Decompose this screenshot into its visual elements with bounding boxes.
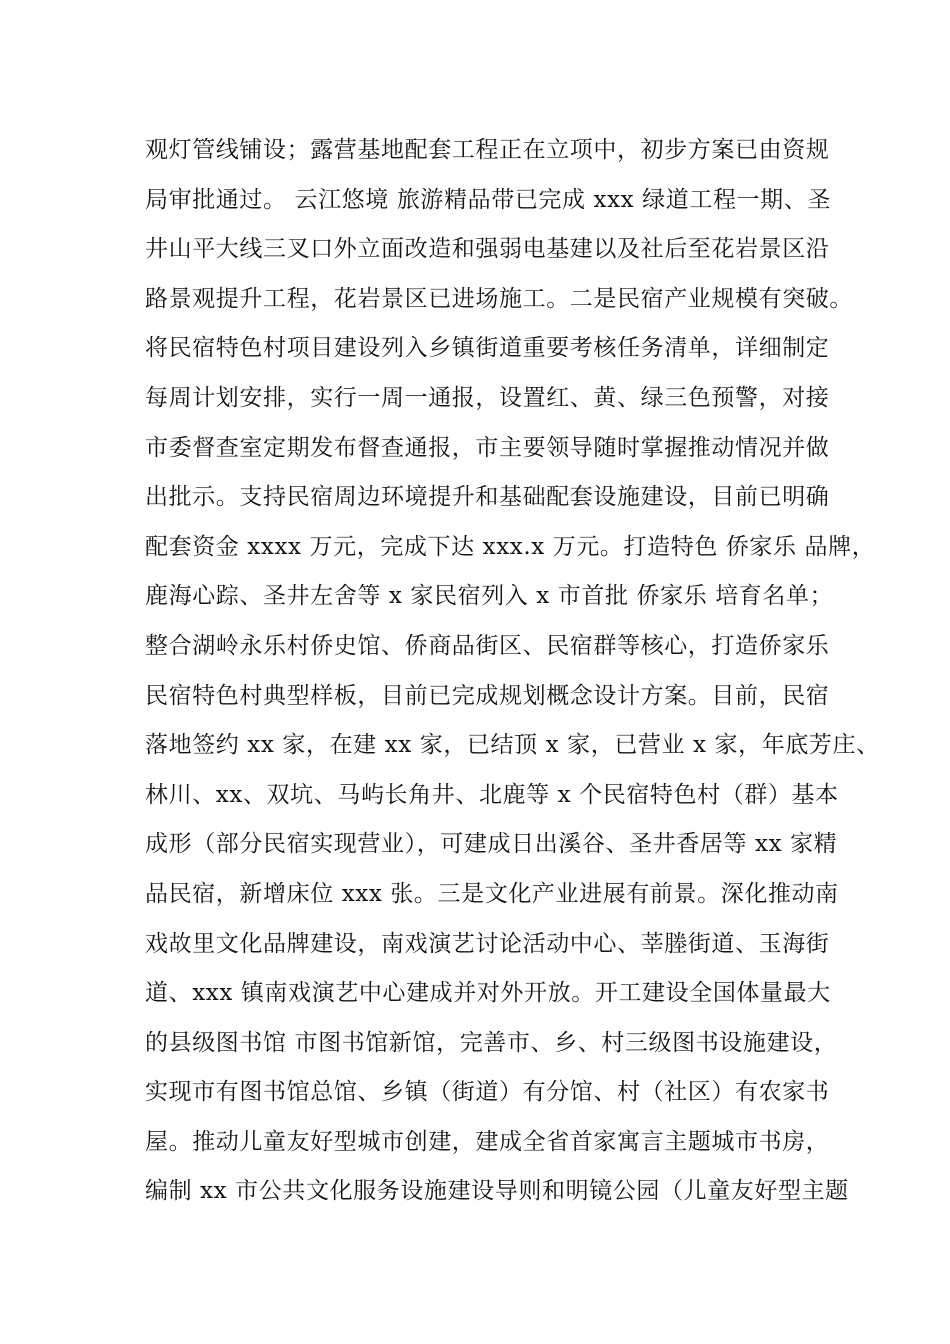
text-line: 市委督查室定期发布督查通报，市主要领导随时掌握推动情况并做: [145, 434, 830, 461]
text-line: 路景观提升工程，花岩景区已进场施工。二是民宿产业规模有突破。: [145, 285, 853, 312]
text-line: 林川、xx、双坑、马屿长角井、北鹿等 x 个民宿特色村（群）基本: [145, 781, 839, 808]
text-line: 编制 xx 市公共文化服务设施建设导则和明镜公园（儿童友好型主题: [145, 1178, 849, 1205]
text-line: 成形（部分民宿实现营业），可建成日出溪谷、圣井香居等 xx 家精: [145, 831, 838, 858]
text-line: 戏故里文化品牌建设，南戏演艺讨论活动中心、莘塍街道、玉海街: [145, 930, 830, 957]
text-line: 配套资金 xxxx 万元，完成下达 xxx.x 万元。打造特色 侨家乐 品牌，: [145, 533, 876, 560]
text-line: 的县级图书馆 市图书馆新馆，完善市、乡、村三级图书设施建设，: [145, 1029, 838, 1056]
text-line: 每周计划安排，实行一周一通报，设置红、黄、绿三色预警，对接: [145, 384, 830, 411]
text-line: 观灯管线铺设；露营基地配套工程正在立项中，初步方案已由资规: [145, 137, 830, 163]
text-line: 整合湖岭永乐村侨史馆、侨商品街区、民宿群等核心，打造侨家乐: [145, 632, 830, 659]
text-line: 落地签约 xx 家，在建 xx 家，已结顶 x 家，已营业 x 家，年底芳庄、: [145, 732, 880, 759]
text-line: 实现市有图书馆总馆、乡镇（街道）有分馆、村（社区）有农家书: [145, 1079, 830, 1106]
text-line: 鹿海心踪、圣井左舍等 x 家民宿列入 x 市首批 侨家乐 培育名单；: [145, 583, 834, 610]
text-line: 民宿特色村典型样板，目前已完成规划概念设计方案。目前，民宿: [145, 682, 830, 709]
text-line: 品民宿，新增床位 xxx 张。三是文化产业进展有前景。深化推动南: [145, 880, 839, 907]
text-line: 井山平大线三叉口外立面改造和强弱电基建以及社后至花岩景区沿: [145, 236, 830, 263]
text-line: 将民宿特色村项目建设列入乡镇街道重要考核任务清单，详细制定: [145, 335, 830, 362]
body-text: [145, 126, 880, 1217]
text-line: 出批示。支持民宿周边环境提升和基础配套设施建设，目前已明确: [145, 484, 830, 511]
text-line: 屋。推动儿童友好型城市创建，建成全省首家寓言主题城市书房，: [145, 1128, 830, 1155]
text-line: 局审批通过。 云江悠境 旅游精品带已完成 xxx 绿道工程一期、圣: [145, 186, 831, 213]
text-line: 道、xxx 镇南戏演艺中心建成并对外开放。开工建设全国体量最大: [145, 980, 831, 1007]
